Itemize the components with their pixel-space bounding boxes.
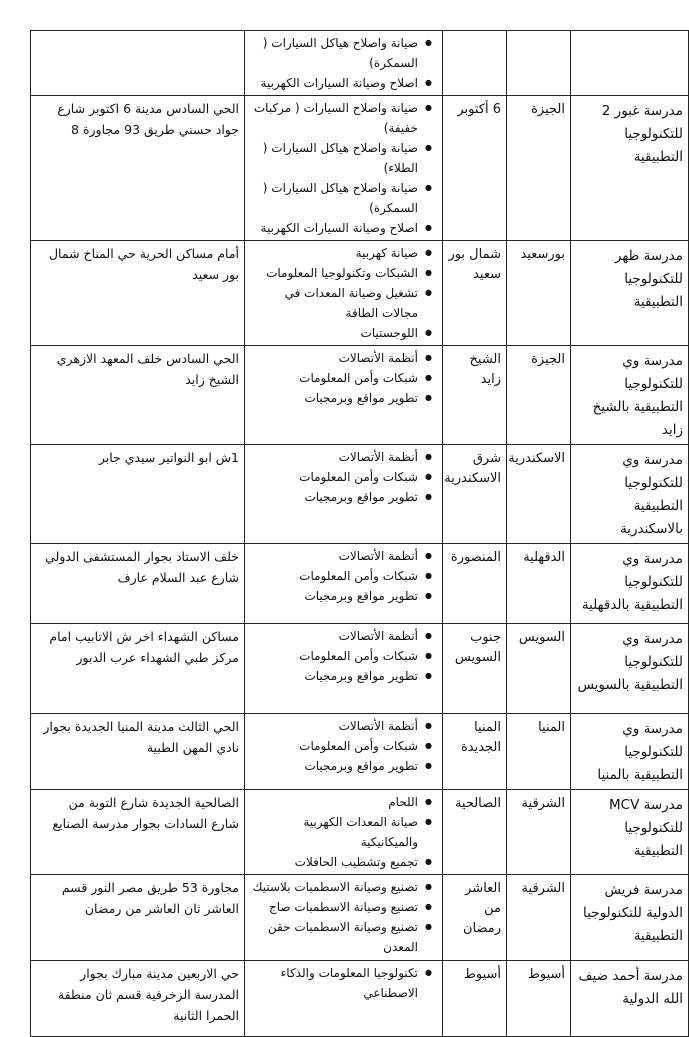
specialization-item: ● تصنيع وصيانة الاسطمبات حقن المعدن <box>250 917 432 957</box>
specialization-item: ● تطوير مواقع وبرمجيات <box>250 388 432 408</box>
governorate-cell: الشرقية <box>507 875 571 961</box>
governorate-cell: الشرقية <box>507 790 571 875</box>
table-row <box>31 714 689 790</box>
school-name-cell: مدرسة MCV للتكنولوجيا التطبيقية <box>571 790 689 875</box>
governorate-cell: الدقهلية <box>507 544 571 624</box>
governorate-cell: الجيزة <box>507 96 571 241</box>
specialization-item: ● صيانة واصلاح هياكل السيارات ( الطلاء) <box>250 138 432 178</box>
specialization-item: ● صيانة كهربية <box>250 243 432 263</box>
specialization-item: ● أنظمة الأتصالات <box>250 716 432 736</box>
school-name-cell: مدرسة فريش الدولية للتكنولوجيا التطبيقية <box>571 875 689 961</box>
city-cell: الصالحية <box>443 790 507 875</box>
specialization-item: ● أنظمة الأتصالات <box>250 348 432 368</box>
specializations-cell <box>245 875 443 961</box>
table-row <box>31 875 689 961</box>
table-row <box>31 790 689 875</box>
city-cell: شرق الاسكندرية <box>443 445 507 544</box>
governorate-cell: الجيزة <box>507 346 571 445</box>
specializations-list <box>250 98 432 238</box>
city-cell: المنصورة <box>443 544 507 624</box>
specialization-item: ● أنظمة الأتصالات <box>250 447 432 467</box>
specializations-list <box>250 963 432 1003</box>
school-name-cell: مدرسة وي للتكنولوجيا التطبيقية بالاسكندرية <box>571 445 689 544</box>
specialization-item: ● شبكات وأمن المعلومات <box>250 566 432 586</box>
specialization-item: ● تطوير مواقع وبرمجيات <box>250 487 432 507</box>
address-cell: الحي السادس خلف المعهد الازهري الشيخ زايد <box>31 346 245 445</box>
specialization-item: ● تطوير مواقع وبرمجيات <box>250 586 432 606</box>
specialization-item: ● صيانة المعدات الكهربية والميكانيكية <box>250 812 432 852</box>
specializations-list <box>250 877 432 957</box>
school-name-cell: مدرسة وي للتكنولوجيا التطبيقية بالسويس <box>571 624 689 714</box>
schools-table <box>30 30 689 1037</box>
schools-table-body <box>31 31 689 1037</box>
address-cell: مساكن الشهداء اخر ش الاتابيب امام مركز طبي الشهداء عرب الدبور <box>31 624 245 714</box>
specialization-item: ● اصلاح وصيانة السيارات الكهربية <box>250 73 432 93</box>
specialization-item: ● شبكات وأمن المعلومات <box>250 646 432 666</box>
specialization-item: ● اللحام <box>250 792 432 812</box>
address-cell: الحي السادس مدينة 6 اكتوبر شارع جواد حسني طريق 93 مجاورة 8 <box>31 96 245 241</box>
address-cell: 1ش ابو النواتير سيدي جابر <box>31 445 245 544</box>
school-name-cell: مدرسة أحمد ضيف الله الدولية <box>571 961 689 1037</box>
specialization-item: ● تجميع وتشطيب الحافلات <box>250 852 432 872</box>
school-name-cell: مدرسة ظهر للتكنولوجيا التطبيقية <box>571 241 689 346</box>
governorate-cell: السويس <box>507 624 571 714</box>
specialization-item: ● تطوير مواقع وبرمجيات <box>250 756 432 776</box>
table-row <box>31 544 689 624</box>
city-cell: المنيا الجديدة <box>443 714 507 790</box>
specializations-cell <box>245 790 443 875</box>
specializations-cell <box>245 961 443 1037</box>
governorate-cell <box>507 31 571 96</box>
city-cell: 6 أكتوبر <box>443 96 507 241</box>
specializations-list <box>250 33 432 93</box>
governorate-cell: المنيا <box>507 714 571 790</box>
specializations-list <box>250 626 432 686</box>
address-cell: أمام مساكن الحرية حي المناخ شمال بور سعيد <box>31 241 245 346</box>
school-name-cell: مدرسة وي للتكنولوجيا التطبيقية بالشيخ زايد <box>571 346 689 445</box>
city-cell: الشيخ زايد <box>443 346 507 445</box>
specialization-item: ● تصنيع وصيانة الاسطمبات صاج <box>250 897 432 917</box>
city-cell: العاشر من رمضان <box>443 875 507 961</box>
table-row <box>31 31 689 96</box>
address-cell: خلف الاستاد بجوار المستشفى الدولي شارع عبد السلام عارف <box>31 544 245 624</box>
specializations-cell <box>245 241 443 346</box>
table-row <box>31 241 689 346</box>
specializations-list <box>250 716 432 776</box>
specialization-item: ● تشغيل وصيانة المعدات في مجالات الطاقة <box>250 283 432 323</box>
specializations-list <box>250 792 432 872</box>
address-cell: الحي الثالث مدينة المنيا الجديدة بجوار نادي المهن الطبية <box>31 714 245 790</box>
specialization-item: ● الشبكات وتكنولوجيا المعلومات <box>250 263 432 283</box>
specializations-cell <box>245 544 443 624</box>
schools-sheet <box>30 30 683 1037</box>
specializations-list <box>250 243 432 343</box>
specializations-cell <box>245 346 443 445</box>
address-cell: الصالحية الجديدة شارع التوبة من شارع السادات بجوار مدرسة الصنايع <box>31 790 245 875</box>
specialization-item: ● صيانة واصلاح هياكل السيارات ( السمكرة) <box>250 178 432 218</box>
city-cell: شمال بور سعيد <box>443 241 507 346</box>
city-cell: جنوب السويس <box>443 624 507 714</box>
governorate-cell: الاسكندرية <box>507 445 571 544</box>
specialization-item: ● اصلاح وصيانة السيارات الكهربية <box>250 218 432 238</box>
specializations-list <box>250 348 432 408</box>
specialization-item: ● صيانة واصلاح هياكل السيارات ( السمكرة) <box>250 33 432 73</box>
specializations-cell <box>245 624 443 714</box>
specialization-item: ● تصنيع وصيانة الاسطمبات بلاستيك <box>250 877 432 897</box>
address-cell: حي الاربعين مدينة مبارك بجوار المدرسة الزخرفية قسم ثان منطقة الحمرا الثانية <box>31 961 245 1037</box>
specialization-item: ● تطوير مواقع وبرمجيات <box>250 666 432 686</box>
specializations-cell <box>245 31 443 96</box>
address-cell <box>31 31 245 96</box>
school-name-cell: مدرسة غبور 2 للتكنولوجيا التطبيقية <box>571 96 689 241</box>
school-name-cell: مدرسة وي للتكنولوجيا التطبيقية بالدقهلية <box>571 544 689 624</box>
specialization-item: ● شبكات وأمن المعلومات <box>250 368 432 388</box>
specialization-item: ● أنظمة الأتصالات <box>250 626 432 646</box>
specialization-item: ● أنظمة الأتصالات <box>250 546 432 566</box>
table-row <box>31 96 689 241</box>
specialization-item: ● شبكات وأمن المعلومات <box>250 467 432 487</box>
city-cell: أسيوط <box>443 961 507 1037</box>
address-cell: مجاورة 53 طريق مصر النور قسم العاشر ثان العاشر من رمضان <box>31 875 245 961</box>
table-row <box>31 624 689 714</box>
specializations-list <box>250 546 432 606</box>
specializations-cell <box>245 714 443 790</box>
specialization-item: ● شبكات وأمن المعلومات <box>250 736 432 756</box>
specialization-item: ● تكنولوجيا المعلومات والذكاء الاصطناعي <box>250 963 432 1003</box>
specialization-item: ● صيانة واصلاح السيارات ( مركبات خفيفة) <box>250 98 432 138</box>
table-row <box>31 445 689 544</box>
specialization-item: ● اللوجستيات <box>250 323 432 343</box>
city-cell <box>443 31 507 96</box>
table-row <box>31 961 689 1037</box>
governorate-cell: بورسعيد <box>507 241 571 346</box>
school-name-cell <box>571 31 689 96</box>
table-row <box>31 346 689 445</box>
specializations-cell <box>245 445 443 544</box>
specializations-list <box>250 447 432 507</box>
school-name-cell: مدرسة وي للتكنولوجيا التطبيقية بالمنيا <box>571 714 689 790</box>
governorate-cell: أسيوط <box>507 961 571 1037</box>
specializations-cell <box>245 96 443 241</box>
